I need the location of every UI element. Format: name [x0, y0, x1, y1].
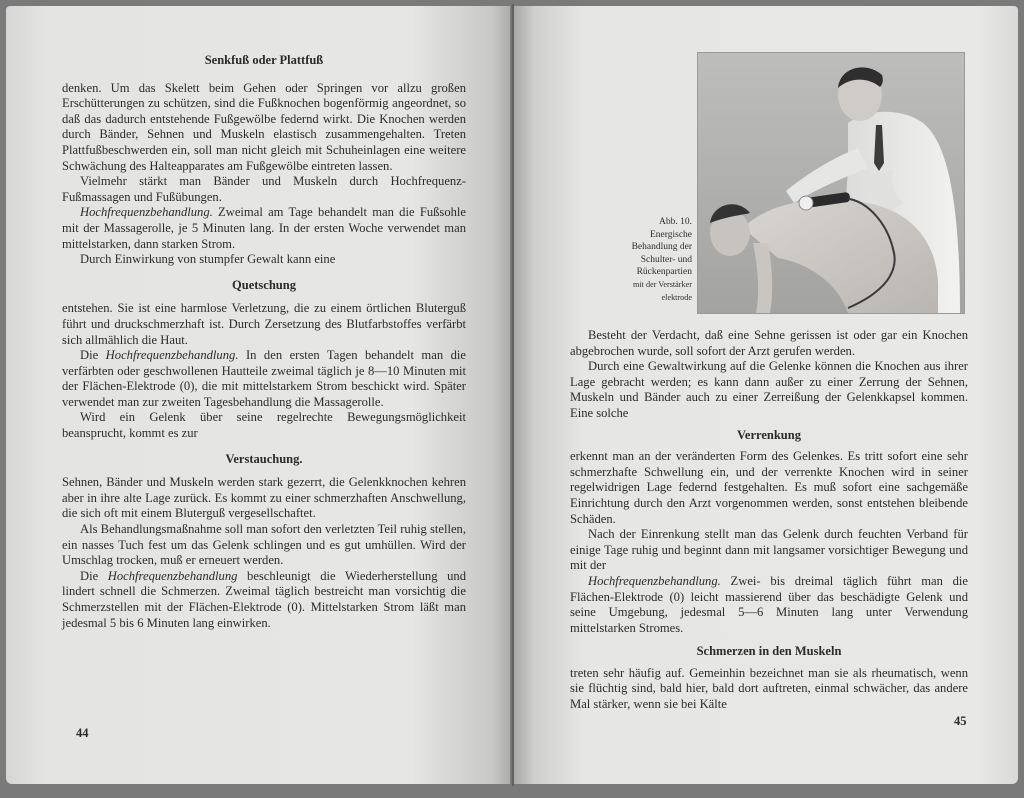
right-page-text — [570, 328, 968, 713]
photo-illustration — [698, 53, 964, 313]
caption-line: elektrode — [661, 292, 692, 302]
paragraph: Als Behandlungsmaßnahme soll man sofort den verletzten Teil ruhig stellen, ein nasses Tuch fest um das Gelenk schlingen und es gut umhüllen. Wird der Umschlag trocken, muß er erneuert werden. — [62, 522, 466, 568]
heading-verstauchung: Verstauchung. — [225, 451, 303, 466]
caption-line: Rückenpartien — [636, 267, 692, 278]
paragraph: erkennt man an der veränderten Form des Gelenkes. Es tritt sofort eine sehr schmerzhafte Schwellung ein, und der verrenkte Knochen wird in seiner regelwidrigen Lage federnd festgehalten. Es muß sofort eine sachgemäße Einrichtung durch den Arzt vorgenommen werden, sonst entstehen bleibende Schäden. — [570, 449, 968, 526]
paragraph-text: In den ersten Tagen behandelt man die verfärbten oder geschwollenen Hautteile zweimal täglich je 8—10 Minuten mit der Flächen-Elektrode (0), die mit mittelstarkem Strom beschickt wird. Später verwendet man zur zweiten Tagesbehandlung die Massagerolle. — [62, 348, 466, 409]
paragraph — [62, 569, 466, 631]
paragraph-text: Zwei- bis dreimal täglich führt man die Flächen-Elektrode (0) leicht massierend über das beschädigte Gelenk und seine Umgebung, jedesmal 5—6 Minuten lang unter Verwendung mittelstarken Stromes. — [570, 573, 968, 635]
left-page-text — [62, 53, 466, 631]
paragraph-text: beschleunigt die Wiederherstellung und lindert schnell die Schmerzen. Zweimal täglich bestreicht man vorsichtig die Schmerzstellen mit der Flächen-Elektrode (0). Mittelstarken Strom läßt man jedesmal 5 bis 6 Minuten lang einwirken. — [62, 568, 466, 630]
paragraph — [570, 574, 968, 636]
left-page — [6, 6, 512, 784]
paragraph-text: Zweimal am Tage behandelt man die Fußsohle mit der Massagerolle, je 5 Minuten lang. In der ersten Woche verwendet man mittelstarken, dann starken Strom. — [62, 205, 466, 251]
caption-line: Schulter- und — [640, 254, 692, 265]
paragraph: entstehen. Sie ist eine harmlose Verletzung, die zu einem örtlichen Bluterguß führt und druckschmerzhaft ist. Durch Zersetzung des Blutfarbstoffes verfärbt sich allmählich die Haut. — [62, 301, 466, 347]
paragraph: treten sehr häufig auf. Gemeinhin bezeichnet man sie als rheumatisch, wenn sie flüchtig sind, bald hier, bald dort auftreten, einmal schwächer, das andere Mal stärker, wenn sie bei Kälte — [570, 665, 968, 712]
heading-verrenkung: Verrenkung — [737, 427, 801, 442]
heading-schmerzen: Schmerzen in den Muskeln — [696, 644, 842, 659]
caption-line: mit der Verstärker — [633, 279, 692, 289]
heading-quetschung: Quetschung — [232, 277, 296, 292]
paragraph-text: Die — [80, 348, 106, 363]
paragraph — [62, 348, 466, 410]
figure-photo — [697, 52, 965, 314]
caption-line: Behandlung der — [631, 242, 692, 253]
paragraph: Besteht der Verdacht, daß eine Sehne gerissen ist oder gar ein Knochen abgebrochen wurde, soll sofort der Arzt gerufen werden. — [570, 328, 968, 358]
paragraph-text: Die — [80, 568, 108, 583]
paragraph: Wird ein Gelenk über seine regelrechte Bewegungsmöglichkeit beansprucht, kommt es zur — [62, 410, 466, 441]
paragraph: denken. Um das Skelett beim Gehen oder Springen vor allzu großen Erschütterungen zu schützen, sind die Fußknochen bogenförmig angeordnet, so daß das dadurch entstehende Fußgewölbe federnd wirkt. Die Knochen werden durch Bänder, Sehnen und Muskeln elastisch zusammengehalten. Treten Plattfußbeschwerden ein, soll man nicht gleich mit Schuheinlagen eine weitere Schwächung des Halteapparates am Fußgewölbe eintreten lassen. — [62, 80, 466, 173]
italic-term: Hochfrequenzbehandlung. — [80, 205, 213, 220]
right-page — [514, 6, 1018, 784]
heading-senkfuss: Senkfuß oder Plattfuß — [204, 53, 324, 67]
page-number-left: 44 — [76, 726, 89, 740]
paragraph: Durch eine Gewaltwirkung auf die Gelenke können die Knochen aus ihrer Lage gebracht werden; es kann dann außer zu einer Zerrung der Sehnen, Muskeln und Bänder auch zu einer Zerreißung der Gelenkkapsel kommen. Eine solche — [570, 359, 968, 420]
figure-caption — [584, 216, 692, 304]
paragraph: Durch Einwirkung von stumpfer Gewalt kann eine — [80, 252, 336, 267]
page-number-right: 45 — [954, 714, 967, 728]
paragraph: Vielmehr stärkt man Bänder und Muskeln durch Hochfrequenz-Fußmassagen und Fußübungen. — [62, 174, 466, 204]
paragraph — [62, 205, 466, 252]
caption-line: Abb. 10. — [659, 217, 692, 227]
italic-term: Hochfrequenzbehandlung — [107, 568, 238, 583]
italic-term: Hochfrequenzbehandlung. — [105, 348, 239, 363]
paragraph: Nach der Einrenkung stellt man das Gelenk durch feuchten Verband für einige Tage ruhig und beginnt dann mit langsamer vorsichtiger Bewegung und mit der — [570, 527, 968, 573]
italic-term: Hochfrequenzbehandlung. — [588, 573, 721, 588]
paragraph: Sehnen, Bänder und Muskeln werden stark gezerrt, die Gelenkknochen kehren aber in ihre alte Lage zurück. Es kommt zu einer schmerzhaften Anschwellung, die sich oft mit einem Bluterguß vergesellschaftet. — [62, 475, 466, 521]
caption-line: Energische — [649, 229, 692, 240]
